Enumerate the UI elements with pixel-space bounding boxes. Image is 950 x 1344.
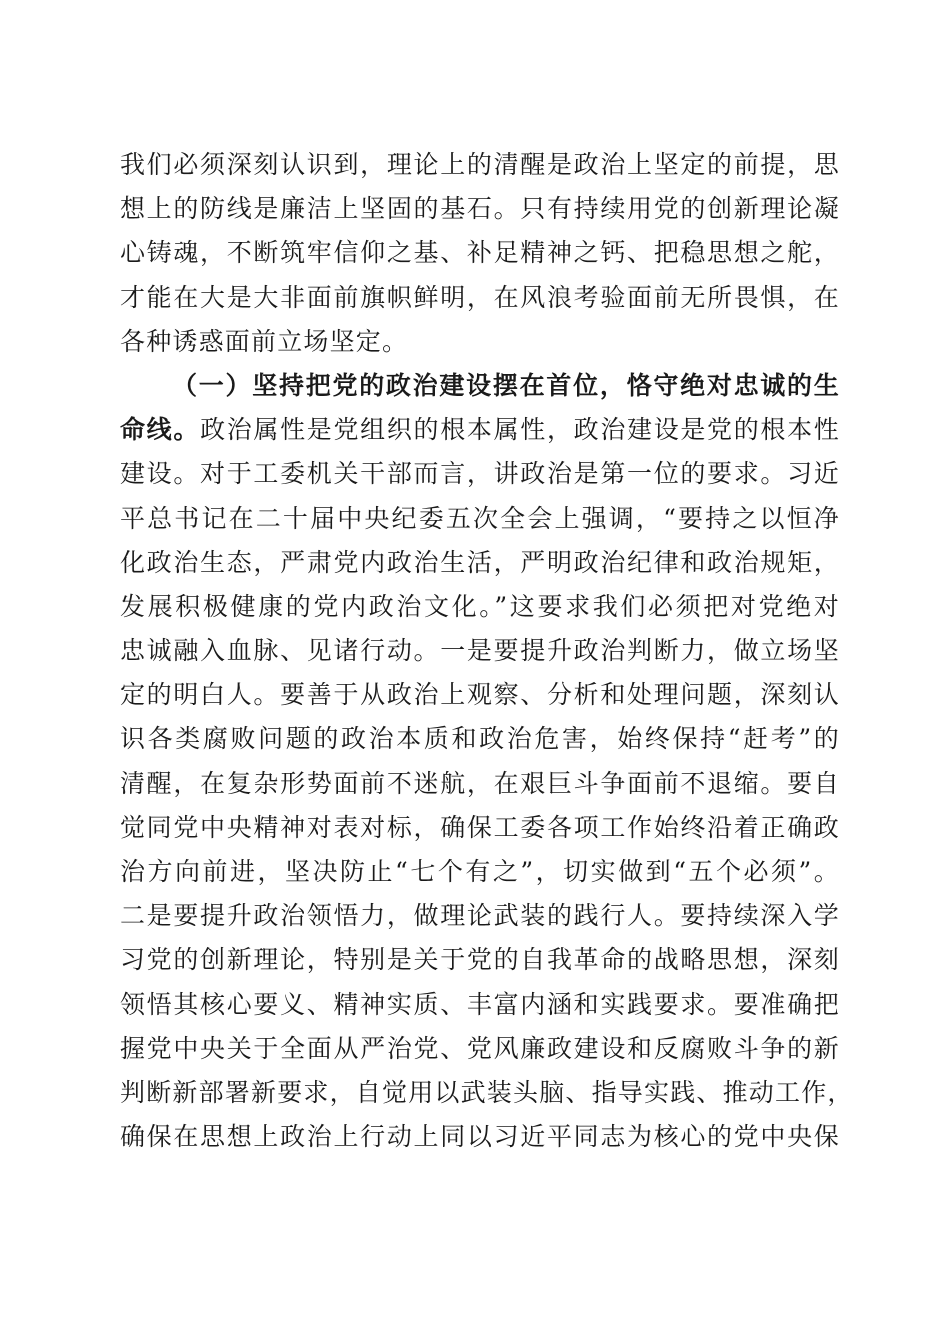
text-line: 才能在大是大非面前旗帜鲜明，在风浪考验面前无所畏惧，在 bbox=[120, 282, 840, 312]
text-line: 清醒，在复杂形势面前不迷航，在艰巨斗争面前不退缩。要自 bbox=[120, 768, 840, 798]
paragraph-conclusion bbox=[120, 143, 840, 364]
text-line: 握党中央关于全面从严治党、党风廉政建设和反腐败斗争的新 bbox=[120, 1033, 840, 1063]
text-line: 判断新部署新要求，自觉用以武装头脑、指导实践、推动工作， bbox=[120, 1077, 854, 1107]
text-line: 各种诱惑面前立场坚定。 bbox=[120, 326, 409, 356]
text-line: 建设。对于工委机关干部而言，讲政治是第一位的要求。习近 bbox=[120, 459, 840, 489]
section-heading: （一）坚持把党的政治建设摆在首位，恪守绝对忠诚的生 bbox=[172, 370, 840, 400]
text-line: 心铸魂，不断筑牢信仰之基、补足精神之钙、把稳思想之舵， bbox=[120, 238, 840, 268]
text-line: 治方向前进，坚决防止“七个有之”，切实做到“五个必须”。 bbox=[120, 857, 840, 886]
section-heading-end: 命线。 bbox=[120, 415, 201, 445]
text-line: 确保在思想上政治上行动上同以习近平同志为核心的党中央保 bbox=[120, 1122, 840, 1152]
text-run: 政治属性是党组织的根本属性，政治建设是党的根本性 bbox=[200, 415, 840, 445]
text-line: 觉同党中央精神对表对标，确保工委各项工作始终沿着正确政 bbox=[120, 812, 840, 842]
text-line: 发展积极健康的党内政治文化。”这要求我们必须把对党绝对 bbox=[120, 591, 840, 621]
text-line: 领悟其核心要义、精神实质、丰富内涵和实践要求。要准确把 bbox=[120, 989, 840, 1019]
text-line: 我们必须深刻认识到，理论上的清醒是政治上坚定的前提，思 bbox=[120, 150, 840, 179]
body-text bbox=[120, 143, 854, 1159]
paragraph-section-one bbox=[120, 364, 854, 1159]
text-line: 定的明白人。要善于从政治上观察、分析和处理问题，深刻认 bbox=[120, 680, 840, 710]
text-line: 二是要提升政治领悟力，做理论武装的践行人。要持续深入学 bbox=[120, 901, 840, 931]
text-line: 识各类腐败问题的政治本质和政治危害，始终保持“赶考”的 bbox=[120, 724, 840, 754]
text-line: 化政治生态，严肃党内政治生活，严明政治纪律和政治规矩， bbox=[120, 547, 840, 577]
text-line bbox=[120, 408, 840, 452]
text-line: 习党的创新理论，特别是关于党的自我革命的战略思想，深刻 bbox=[120, 945, 840, 975]
text-line: 忠诚融入血脉、见诸行动。一是要提升政治判断力，做立场坚 bbox=[120, 636, 840, 666]
text-line: 平总书记在二十届中央纪委五次全会上强调，“要持之以恒净 bbox=[120, 503, 840, 533]
text-line: 想上的防线是廉洁上坚固的基石。只有持续用党的创新理论凝 bbox=[120, 194, 840, 224]
